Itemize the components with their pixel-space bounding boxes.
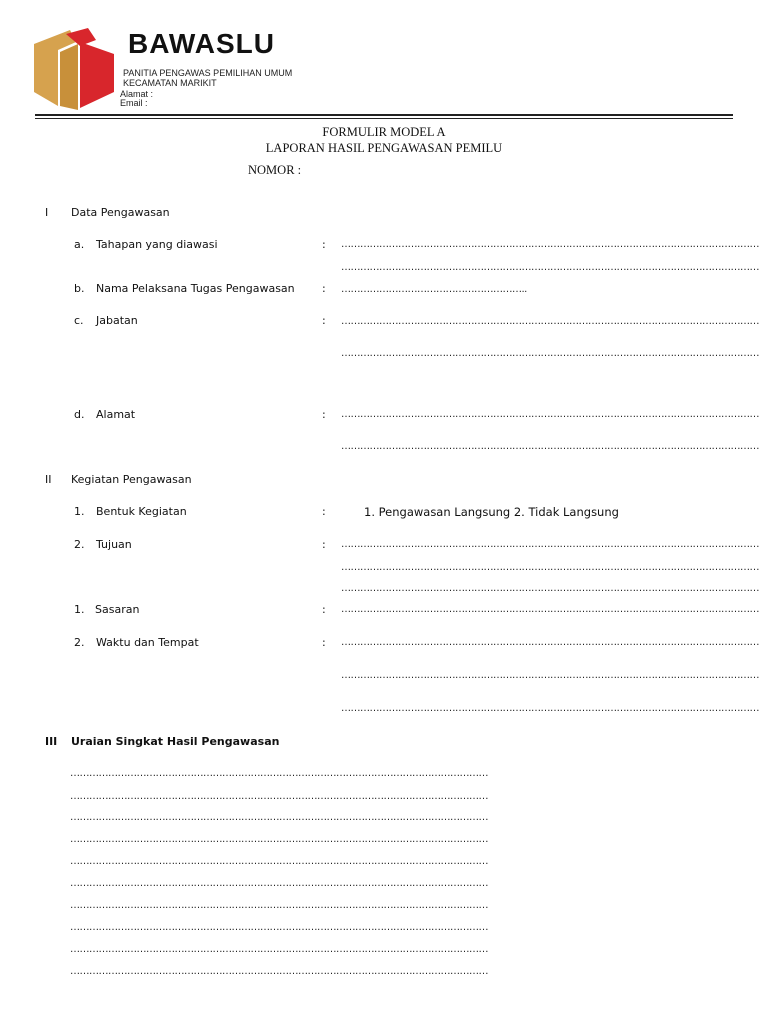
item-text: Tahapan yang diawasi xyxy=(96,238,218,251)
section-number: I xyxy=(45,206,49,219)
fill-line[interactable]: …………………………………………………………………………………………………………………… xyxy=(70,922,488,933)
fill-line[interactable]: ………………………………………………….. xyxy=(341,284,527,295)
fill-line[interactable]: …………………………………………………………………………………………………………………… xyxy=(341,583,759,594)
fill-line[interactable]: …………………………………………………………………………………………………………………… xyxy=(341,637,759,648)
section-number: II xyxy=(45,473,52,486)
email-label: Email : xyxy=(120,98,148,108)
activity-type-options: 1. Pengawasan Langsung 2. Tidak Langsung xyxy=(364,505,619,519)
fill-line[interactable]: …………………………………………………………………………………………………………………… xyxy=(341,239,759,250)
fill-line[interactable]: …………………………………………………………………………………………………………………… xyxy=(341,670,759,681)
item-text: Bentuk Kegiatan xyxy=(96,505,187,518)
org-subtitle-2: KECAMATAN MARIKIT xyxy=(123,78,217,88)
fill-line[interactable]: …………………………………………………………………………………………………………………… xyxy=(70,878,488,889)
item-label: 1. xyxy=(74,505,85,518)
colon: : xyxy=(322,408,326,421)
fill-line[interactable]: …………………………………………………………………………………………………………………… xyxy=(341,348,759,359)
item-label: a. xyxy=(74,238,85,251)
item-text: Alamat xyxy=(96,408,136,421)
fill-line[interactable]: …………………………………………………………………………………………………………………… xyxy=(341,316,759,327)
fill-line[interactable]: …………………………………………………………………………………………………………………… xyxy=(341,409,759,420)
item-label: 2. xyxy=(74,636,85,649)
fill-line[interactable]: …………………………………………………………………………………………………………………… xyxy=(70,834,488,845)
fill-line[interactable]: …………………………………………………………………………………………………………………… xyxy=(341,703,759,714)
address-label: Alamat : xyxy=(120,89,154,99)
item-text: Sasaran xyxy=(95,603,140,616)
fill-line[interactable]: …………………………………………………………………………………………………………………… xyxy=(70,791,488,802)
item-text: Tujuan xyxy=(96,538,132,551)
item-text: Nama Pelaksana Tugas Pengawasan xyxy=(96,282,295,295)
item-text: Jabatan xyxy=(96,314,138,327)
fill-line[interactable]: …………………………………………………………………………………………………………………… xyxy=(70,944,488,955)
colon: : xyxy=(322,282,326,295)
bawaslu-logo-icon xyxy=(30,28,118,110)
section-number: III xyxy=(45,735,58,748)
org-subtitle-1: PANITIA PENGAWAS PEMILIHAN UMUM xyxy=(123,68,293,78)
form-subtitle: LAPORAN HASIL PENGAWASAN PEMILU xyxy=(265,141,503,155)
section-title: Kegiatan Pengawasan xyxy=(71,473,192,486)
fill-line[interactable]: …………………………………………………………………………………………………………………… xyxy=(70,966,488,977)
item-text: Waktu dan Tempat xyxy=(96,636,199,649)
fill-line[interactable]: …………………………………………………………………………………………………………………… xyxy=(341,562,759,573)
form-title: FORMULIR MODEL A xyxy=(322,125,446,139)
item-label: b. xyxy=(74,282,85,295)
fill-line[interactable]: …………………………………………………………………………………………………………………… xyxy=(341,262,759,273)
header-divider xyxy=(35,114,733,116)
fill-line[interactable]: …………………………………………………………………………………………………………………… xyxy=(70,900,488,911)
fill-line[interactable]: …………………………………………………………………………………………………………………… xyxy=(341,604,759,615)
colon: : xyxy=(322,505,326,518)
item-label: c. xyxy=(74,314,84,327)
org-name: BAWASLU xyxy=(128,28,275,59)
fill-line[interactable]: …………………………………………………………………………………………………………………… xyxy=(341,441,759,452)
colon: : xyxy=(322,538,326,551)
fill-line[interactable]: …………………………………………………………………………………………………………………… xyxy=(341,539,759,550)
colon: : xyxy=(322,636,326,649)
item-label: 1. xyxy=(74,603,85,616)
nomor-label: NOMOR : xyxy=(248,163,302,177)
item-label: d. xyxy=(74,408,85,421)
colon: : xyxy=(322,603,326,616)
section-title: Data Pengawasan xyxy=(71,206,170,219)
fill-line[interactable]: …………………………………………………………………………………………………………………… xyxy=(70,856,488,867)
colon: : xyxy=(322,314,326,327)
colon: : xyxy=(322,238,326,251)
fill-line[interactable]: …………………………………………………………………………………………………………………… xyxy=(70,812,488,823)
fill-line[interactable]: …………………………………………………………………………………………………………………… xyxy=(70,768,488,779)
section-title: Uraian Singkat Hasil Pengawasan xyxy=(71,735,280,748)
item-label: 2. xyxy=(74,538,85,551)
header-divider-thin xyxy=(35,118,733,119)
